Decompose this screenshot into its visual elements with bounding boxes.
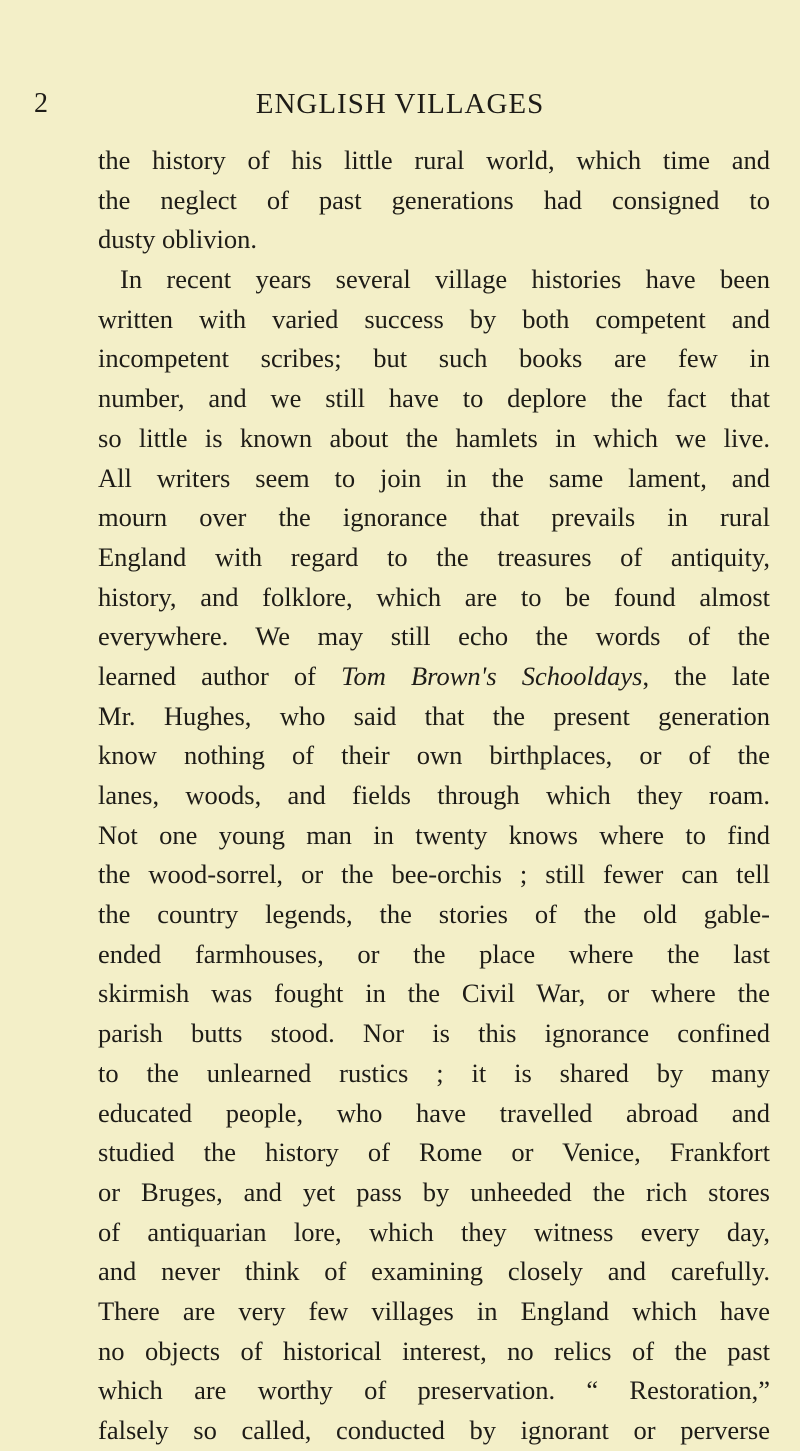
text-line: or Bruges, and yet pass by unheeded the rich stores <box>98 1176 770 1207</box>
text-fragment: , the late <box>642 660 770 691</box>
text-line-with-book-title <box>98 657 770 697</box>
text-line: no objects of historical interest, no relics of the past <box>98 1335 770 1366</box>
book-title: Tom Brown's Schooldays <box>341 660 643 691</box>
text-line: England with regard to the treasures of antiquity, <box>98 541 770 572</box>
text-line: which are worthy of preservation. “ Restoration,” <box>98 1375 770 1406</box>
running-head <box>0 84 800 124</box>
text-line: and never think of examining closely and carefully. <box>98 1256 770 1287</box>
text-line: parish butts stood. Nor is this ignorance confined <box>98 1018 770 1049</box>
text-line: the history of his little rural world, which time and <box>98 145 770 175</box>
text-line: falsely so called, conducted by ignorant or perverse <box>98 1415 770 1445</box>
text-line: dusty oblivion. <box>98 224 258 255</box>
text-line: number, and we still have to deplore the fact that <box>98 383 770 414</box>
text-line: everywhere. We may still echo the words of the <box>98 621 770 652</box>
text-line: of antiquarian lore, which they witness every day, <box>98 1216 770 1247</box>
text-line: skirmish was fought in the Civil War, or where the <box>98 978 770 1009</box>
text-line: the neglect of past generations had consigned to <box>98 184 770 215</box>
text-line: Mr. Hughes, who said that the present generation <box>98 700 770 731</box>
text-line: All writers seem to join in the same lament, and <box>98 462 770 493</box>
text-fragment: learned author of <box>98 660 342 691</box>
text-line: studied the history of Rome or Venice, Frankfort <box>98 1137 770 1168</box>
text-line: the country legends, the stories of the old gable- <box>98 899 770 930</box>
text-line: to the unlearned rustics ; it is shared by many <box>98 1057 770 1088</box>
text-line: incompetent scribes; but such books are few in <box>98 343 770 374</box>
text-line: written with varied success by both competent and <box>98 303 770 334</box>
text-line: the wood-sorrel, or the bee-orchis ; still fewer can tell <box>98 859 770 890</box>
paragraph-start-line: In recent years several village histories have been <box>120 264 770 295</box>
text-line: ended farmhouses, or the place where the last <box>98 938 770 969</box>
text-line: mourn over the ignorance that prevails in rural <box>98 502 770 533</box>
text-line: so little is known about the hamlets in which we live. <box>98 422 770 453</box>
text-line: lanes, woods, and fields through which they roam. <box>98 780 770 810</box>
text-line: educated people, who have travelled abroad and <box>98 1097 770 1128</box>
running-title: ENGLISH VILLAGES <box>255 88 545 120</box>
text-line: history, and folklore, which are to be found almost <box>98 581 770 612</box>
page-number: 2 <box>34 88 48 119</box>
text-line: know nothing of their own birthplaces, or of the <box>98 740 770 771</box>
text-line: Not one young man in twenty knows where to find <box>98 819 770 850</box>
body-text <box>98 141 770 1451</box>
text-line: There are very few villages in England which have <box>98 1295 770 1326</box>
